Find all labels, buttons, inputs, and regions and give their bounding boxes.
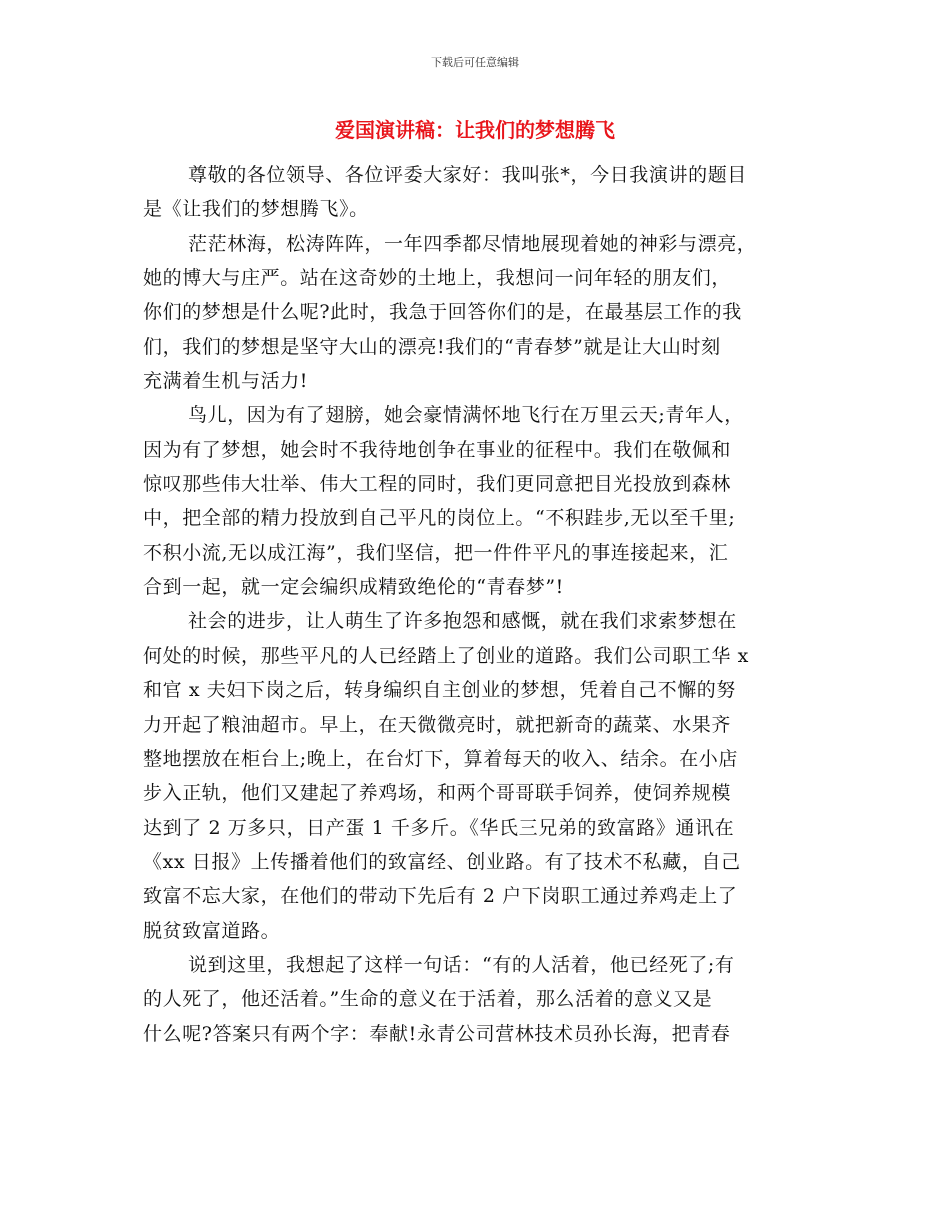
body-line: 不积小流,无以成江海”，我们坚信，把一件件平凡的事连接起来，汇: [143, 541, 729, 564]
body-line: 你们的梦想是什么呢?此时，我急于回答你们的是，在最基层工作的我: [143, 301, 742, 324]
body-line: 步入正轨，他们又建起了养鸡场，和两个哥哥联手饲养，使饲养规模: [143, 782, 732, 805]
body-line: 们，我们的梦想是坚守大山的漂亮!我们的“青春梦”就是让大山时刻: [143, 335, 721, 358]
body-line: 茫茫林海，松涛阵阵，一年四季都尽情地展现着她的神彩与漂亮，: [188, 232, 757, 255]
body-line: 脱贫致富道路。: [143, 919, 281, 942]
body-line: 的人死了，他还活着。”生命的意义在于活着，那么活着的意义又是: [143, 988, 713, 1011]
body-line: 什么呢?答案只有两个字：奉献!永青公司营林技术员孙长海，把青春: [143, 1022, 731, 1045]
body-line: 达到了 2 万多只，日产蛋 1 千多斤。《华氏三兄弟的致富路》通讯在: [143, 816, 735, 839]
page-header-note: 下载后可任意编辑: [431, 56, 519, 69]
body-line: 因为有了梦想，她会时不我待地创争在事业的征程中。我们在敬佩和: [143, 438, 732, 461]
document-body: [143, 158, 808, 1051]
body-line: 她的博大与庄严。站在这奇妙的土地上，我想问一问年轻的朋友们，: [143, 267, 732, 290]
body-line: 鸟儿，因为有了翅膀，她会豪情满怀地飞行在万里云天;青年人，: [188, 404, 744, 427]
body-line: 整地摆放在柜台上;晚上，在台灯下，算着每天的收入、结余。在小店: [143, 747, 739, 770]
body-line: 社会的进步，让人萌生了许多抱怨和感慨，就在我们求索梦想在: [188, 610, 737, 633]
body-line: 致富不忘大家，在他们的带动下先后有 2 户下岗职工通过养鸡走上了: [143, 885, 738, 908]
body-line: 何处的时候，那些平凡的人已经踏上了创业的道路。我们公司职工华 x: [143, 644, 749, 667]
body-line: 说到这里，我想起了这样一句话：“有的人活着，他已经死了;有: [188, 953, 735, 976]
body-line: 充满着生机与活力!: [143, 370, 309, 393]
body-line: 是《让我们的梦想腾飞》。: [143, 198, 369, 221]
document-title: 爱国演讲稿：让我们的梦想腾飞: [335, 118, 615, 142]
body-line: 中，把全部的精力投放到自己平凡的岗位上。“不积跬步,无以至千里;: [143, 507, 736, 530]
body-line: 和官 x 夫妇下岗之后，转身编织自主创业的梦想，凭着自己不懈的努: [143, 679, 736, 702]
body-line: 惊叹那些伟大壮举、伟大工程的同时，我们更同意把目光投放到森林: [143, 473, 732, 496]
body-line: 合到一起，就一定会编织成精致绝伦的“青春梦”!: [143, 576, 564, 599]
body-line: 力开起了粮油超市。早上，在天微微亮时，就把新奇的蔬菜、水果齐: [143, 713, 732, 736]
body-line: 《xx 日报》上传播着他们的致富经、创业路。有了技术不私藏，自己: [143, 850, 741, 873]
body-line: 尊敬的各位领导、各位评委大家好：我叫张*，今日我演讲的题目: [188, 164, 747, 186]
